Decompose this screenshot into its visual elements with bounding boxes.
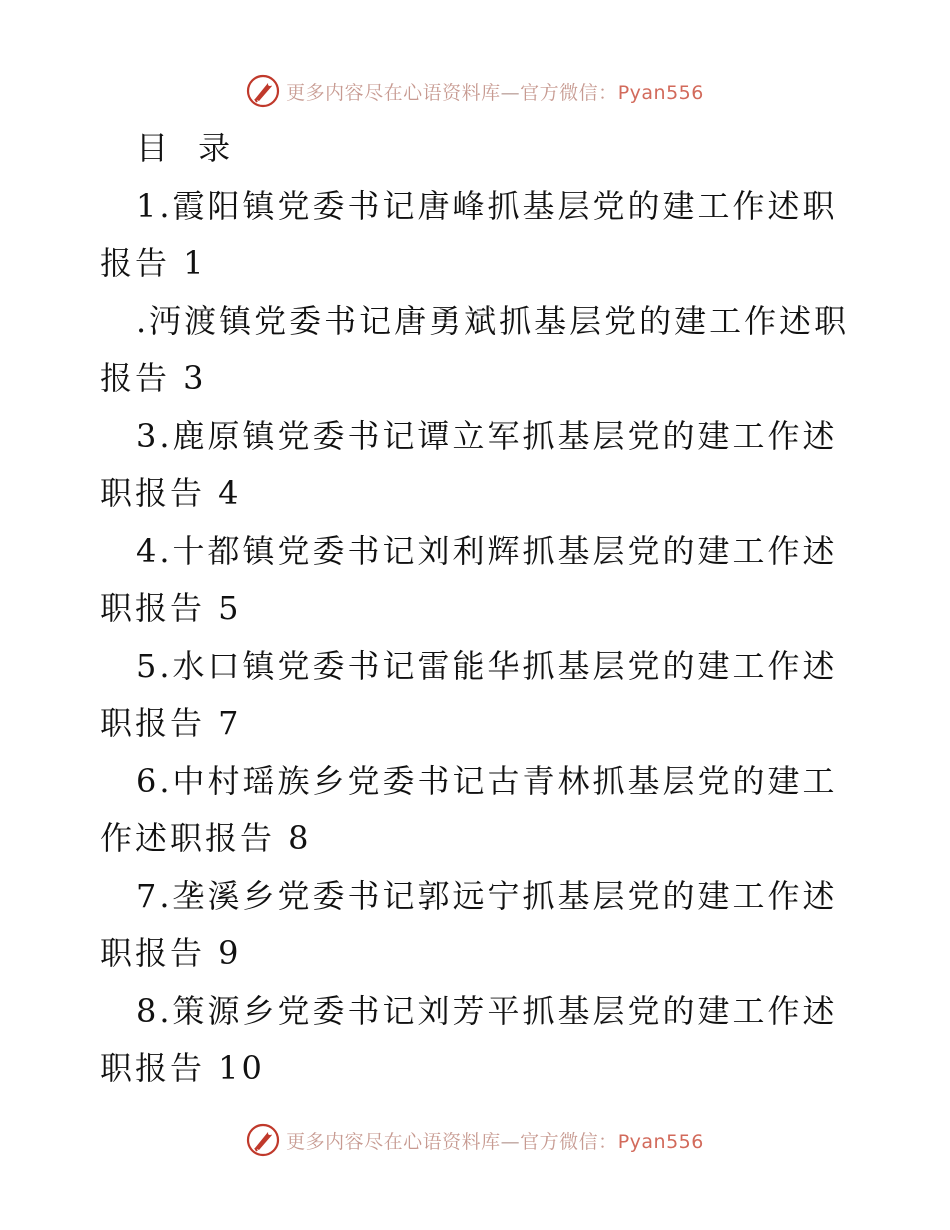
wechat-id: Pyan556 <box>617 1130 704 1153</box>
header-watermark-banner <box>0 71 950 111</box>
toc-entry: 6.中村瑶族乡党委书记古青林抓基层党的建工作述职报告 8 <box>100 761 838 857</box>
header-banner-text: 更多内容尽在心语资料库—官方微信：Pyan556 <box>286 81 704 104</box>
quill-pen-icon <box>246 1123 280 1157</box>
toc-entry: .沔渡镇党委书记唐勇斌抓基层党的建工作述职报告 3 <box>100 301 850 397</box>
toc-entry: 3.鹿原镇党委书记谭立军抓基层党的建工作述职报告 4 <box>100 416 838 512</box>
toc-entry: 7.垄溪乡党委书记郭远宁抓基层党的建工作述职报告 9 <box>100 876 838 972</box>
toc-entry: 5.水口镇党委书记雷能华抓基层党的建工作述职报告 7 <box>100 646 838 742</box>
toc-entry: 8.策源乡党委书记刘芳平抓基层党的建工作述职报告 10 <box>100 991 838 1087</box>
table-of-contents <box>100 120 860 1098</box>
toc-title: 目 录 <box>136 129 241 167</box>
footer-banner-text: 更多内容尽在心语资料库—官方微信：Pyan556 <box>286 1130 704 1153</box>
quill-pen-icon <box>246 74 280 108</box>
wechat-id: Pyan556 <box>617 81 704 104</box>
footer-watermark-banner <box>0 1120 950 1160</box>
toc-entry: 1.霞阳镇党委书记唐峰抓基层党的建工作述职报告 1 <box>100 186 838 282</box>
toc-entry: 4.十都镇党委书记刘利辉抓基层党的建工作述职报告 5 <box>100 531 838 627</box>
